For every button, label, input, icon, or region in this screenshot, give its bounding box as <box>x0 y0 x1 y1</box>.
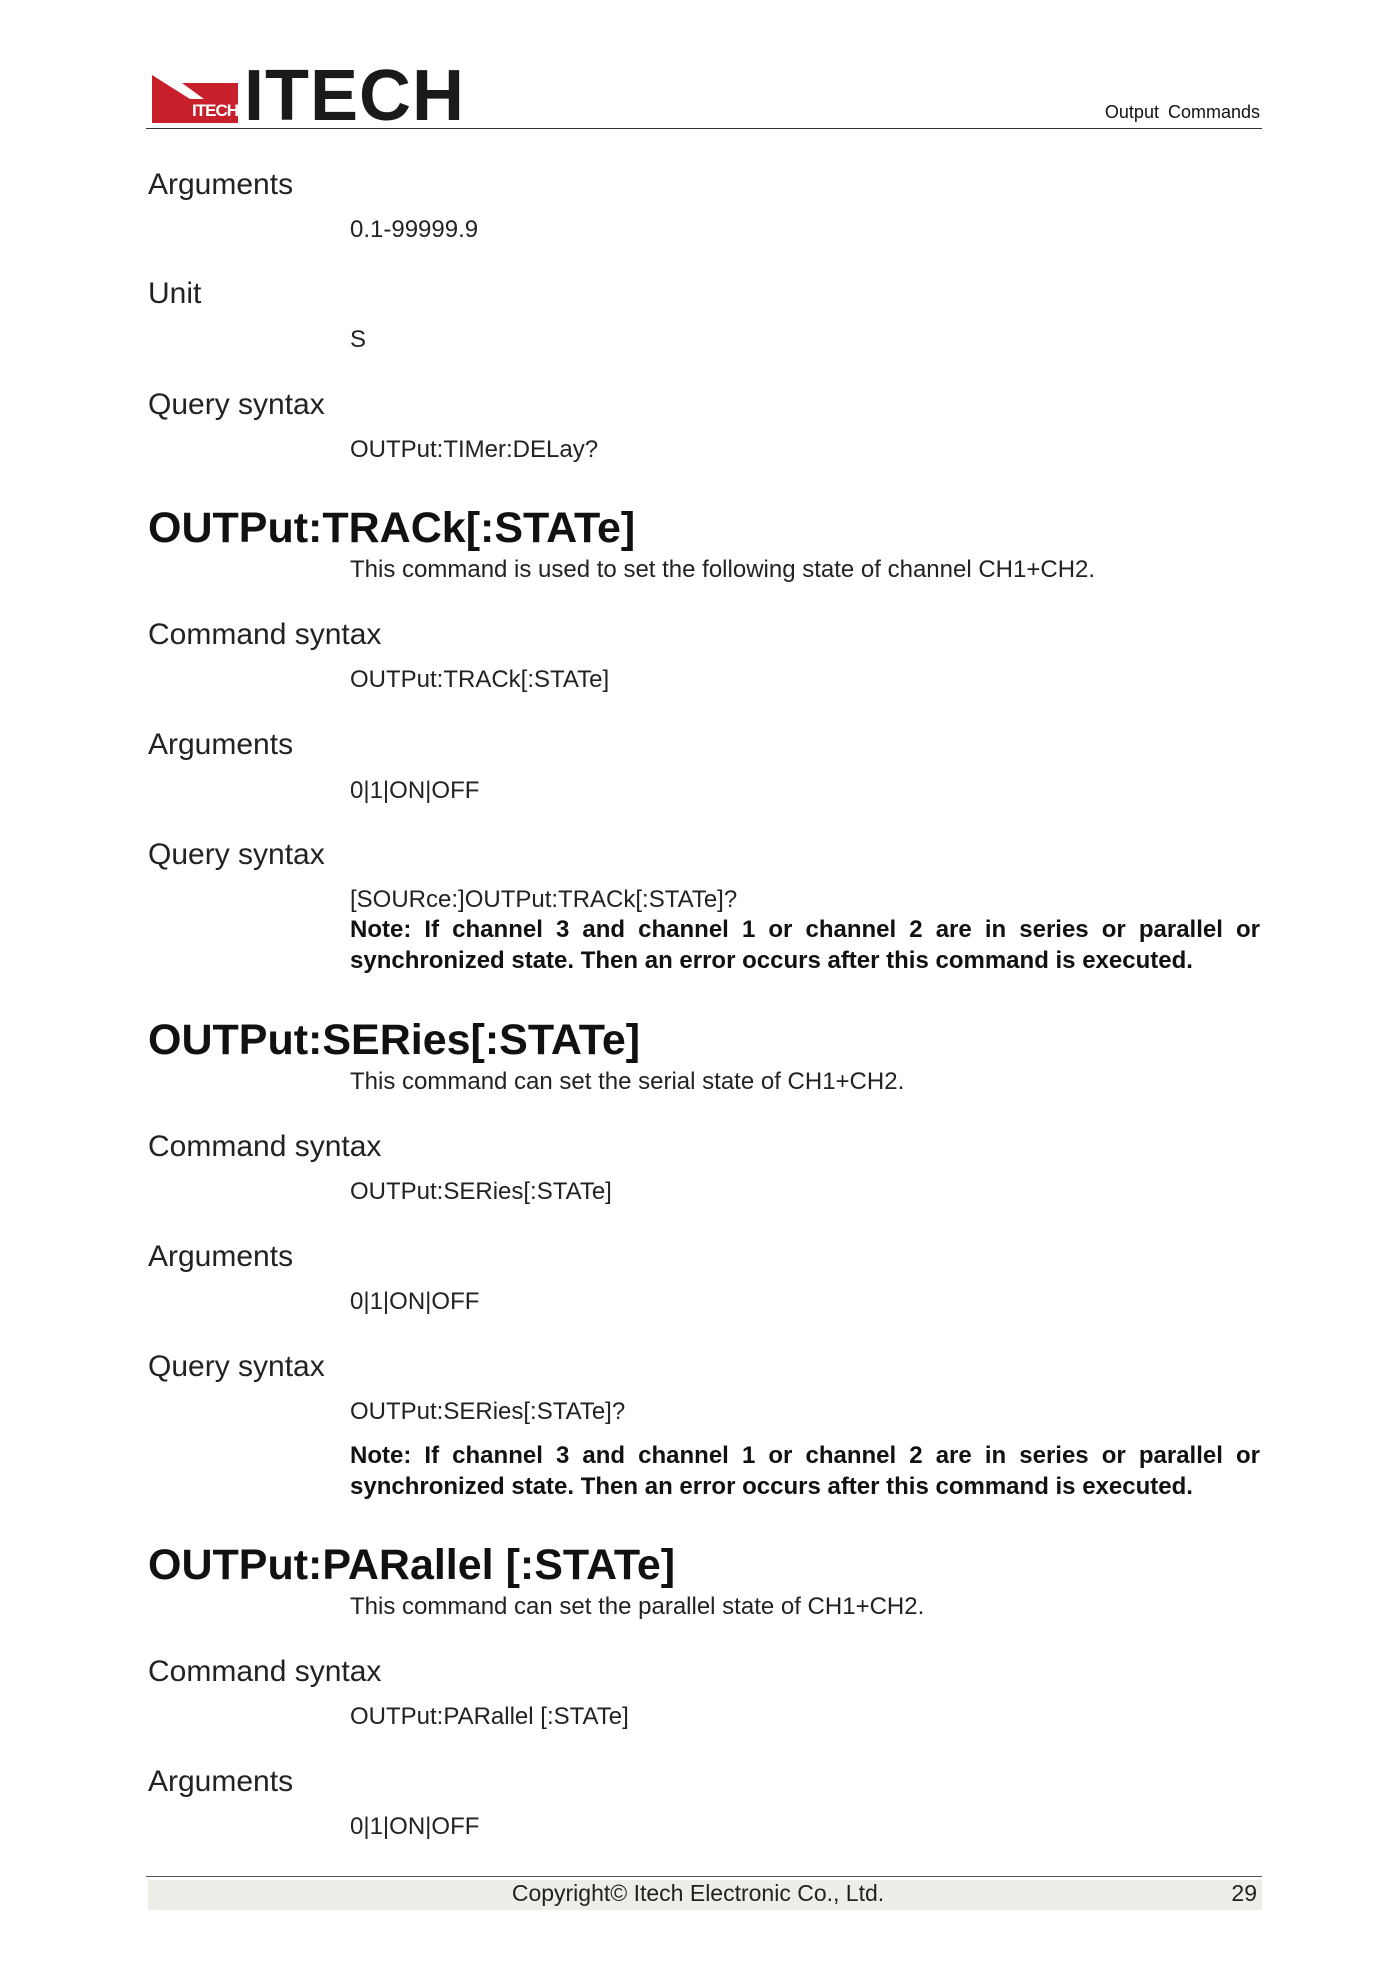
series-command-label: Command syntax <box>148 1130 382 1163</box>
parallel-arguments-label: Arguments <box>148 1765 294 1798</box>
query-syntax-value: OUTPut:TIMer:DELay? <box>350 436 599 463</box>
series-arguments-value: 0|1|ON|OFF <box>350 1288 480 1315</box>
unit-value: S <box>350 326 367 353</box>
logo-small-text: ITECH <box>192 101 238 120</box>
logo-emblem <box>152 69 238 123</box>
series-description: This command can set the serial state of CH1+CH2. <box>350 1068 905 1095</box>
section-title-track: OUTPut:TRACk[:STATe] <box>148 504 636 552</box>
logo-wordmark <box>244 56 465 136</box>
arguments-label: Arguments <box>148 168 294 201</box>
footer-divider <box>146 1876 1262 1877</box>
track-description: This command is used to set the following state of channel CH1+CH2. <box>350 556 1096 583</box>
track-command-label: Command syntax <box>148 618 382 651</box>
series-note: Note: If channel 3 and channel 1 or channel 2 are in series or parallel or synchronized state. Then an error occurs after this command is executed. <box>350 1442 1260 1500</box>
page-header <box>146 56 1262 136</box>
logo-brand-text: ITECH <box>244 56 465 136</box>
parallel-command-label: Command syntax <box>148 1655 382 1688</box>
section-title-parallel: OUTPut:PARallel [:STATe] <box>148 1541 676 1589</box>
track-arguments-value: 0|1|ON|OFF <box>350 777 480 804</box>
arguments-value: 0.1-99999.9 <box>350 216 479 243</box>
footer-copyright: Copyright© Itech Electronic Co., Ltd. <box>511 1880 885 1906</box>
parallel-arguments-value: 0|1|ON|OFF <box>350 1813 480 1840</box>
track-command-value: OUTPut:TRACk[:STATe] <box>350 666 610 693</box>
section-title-series: OUTPut:SERies[:STATe] <box>148 1016 641 1064</box>
page-number: 29 <box>1231 1880 1257 1906</box>
parallel-command-value: OUTPut:PARallel [:STATe] <box>350 1703 629 1730</box>
track-arguments-label: Arguments <box>148 728 294 761</box>
track-query-value: [SOURce:]OUTPut:TRACk[:STATe]? <box>350 886 738 913</box>
track-query-label: Query syntax <box>148 838 325 871</box>
series-query-label: Query syntax <box>148 1350 325 1383</box>
series-arguments-label: Arguments <box>148 1240 294 1273</box>
series-command-value: OUTPut:SERies[:STATe] <box>350 1178 612 1205</box>
running-head: Output Commands <box>1104 102 1260 122</box>
series-query-value: OUTPut:SERies[:STATe]? <box>350 1398 626 1425</box>
parallel-description: This command can set the parallel state of CH1+CH2. <box>350 1593 925 1620</box>
query-syntax-label: Query syntax <box>148 388 325 421</box>
track-note: Note: If channel 3 and channel 1 or channel 2 are in series or parallel or synchronized state. Then an error occurs after this command is executed. <box>350 916 1260 974</box>
unit-label: Unit <box>148 277 202 310</box>
